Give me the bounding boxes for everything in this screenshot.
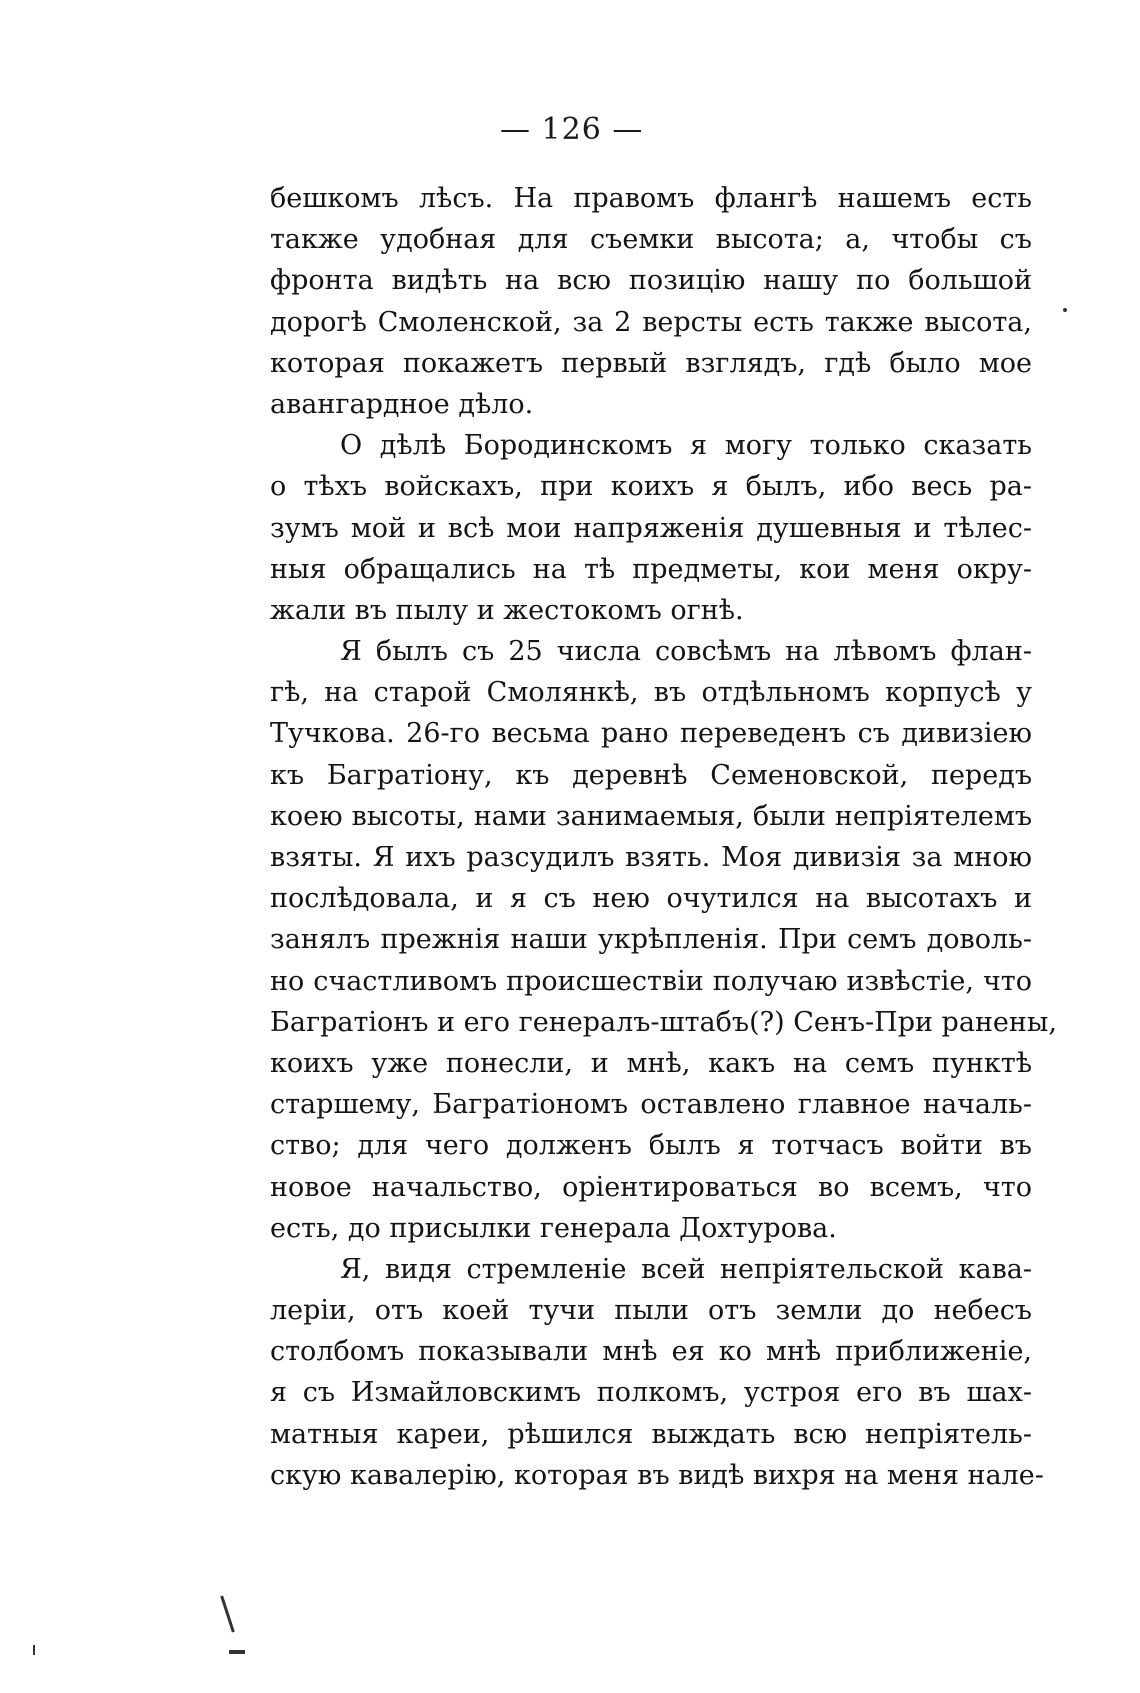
text-line: о тѣхъ войскахъ, при коихъ я былъ, ибо весь ра- — [270, 471, 1032, 503]
text-line: есть, до присылки генерала Дохтурова. — [270, 1212, 837, 1244]
text-line: ныя обращались на тѣ предметы, кои меня окру- — [270, 553, 1032, 585]
text-line: авангардное дѣло. — [270, 388, 534, 420]
text-line: леріи, отъ коей тучи пыли отъ земли до небесъ — [270, 1295, 1032, 1327]
text-line: коею высоты, нами занимаемыя, были непріятелемъ — [270, 800, 1032, 832]
text-line: Багратіонъ и его генералъ-штабъ(?) Сенъ-При ранены, — [270, 1006, 1057, 1038]
text-line: также удобная для съемки высота; а, чтобы съ — [270, 224, 1032, 256]
text-line: столбомъ показывали мнѣ ея ко мнѣ приближеніе, — [270, 1336, 1032, 1368]
text-line: коихъ уже понесли, и мнѣ, какъ на семъ пунктѣ — [270, 1047, 1032, 1079]
text-line: занялъ прежнія наши укрѣпленія. При семъ доволь- — [270, 924, 1032, 956]
text-line: гѣ, на старой Смолянкѣ, въ отдѣльномъ корпусѣ у — [270, 677, 1032, 709]
text-line: бешкомъ лѣсъ. На правомъ флангѣ нашемъ есть — [270, 183, 1032, 214]
body-text — [270, 178, 1057, 1496]
scan-speck — [1063, 308, 1067, 312]
text-line: я съ Измайловскимъ полкомъ, устроя его въ шах- — [270, 1377, 1032, 1409]
text-line: но счастливомъ происшествіи получаю извѣстіе, что — [270, 965, 1032, 997]
text-line: къ Багратіону, къ деревнѣ Семеновской, передъ — [270, 759, 1032, 791]
text-line: матныя кареи, рѣшился выждать всю непріятель- — [270, 1418, 1032, 1450]
text-line: О дѣлѣ Бородинскомъ я могу только сказать — [340, 430, 1032, 462]
page-number: — 126 — — [500, 112, 644, 147]
scan-speck — [229, 1650, 245, 1654]
text-line: новое начальство, оріентироваться во всемъ, что — [270, 1171, 1032, 1203]
text-line: ство; для чего долженъ былъ я тотчасъ войти въ — [270, 1130, 1032, 1162]
text-line: Тучкова. 26-го весьма рано переведенъ съ дивизіею — [270, 718, 1032, 750]
text-line: зумъ мой и всѣ мои напряженія душевныя и тѣлес- — [270, 512, 1032, 544]
scan-speck — [220, 1595, 235, 1632]
text-line: Я, видя стремленіе всей непріятельской кава- — [340, 1253, 1032, 1285]
text-line: старшему, Багратіономъ оставлено главное началь- — [270, 1089, 1032, 1121]
text-line: фронта видѣть на всю позицію нашу по большой — [270, 265, 1032, 297]
text-line: дорогѣ Смоленской, за 2 версты есть также высота, — [270, 306, 1032, 338]
text-line: жали въ пылу и жестокомъ огнѣ. — [270, 594, 744, 626]
text-line: послѣдовала, и я съ нею очутился на высотахъ и — [270, 883, 1032, 915]
text-line: которая покажетъ первый взглядъ, гдѣ было мое — [270, 347, 1032, 379]
text-line: взяты. Я ихъ разсудилъ взять. Моя дивизія за мною — [270, 842, 1032, 873]
text-line: скую кавалерію, которая въ видѣ вихря на меня нале- — [270, 1459, 1044, 1491]
text-line: Я былъ съ 25 числа совсѣмъ на лѣвомъ флан- — [340, 636, 1032, 668]
scan-speck — [33, 1645, 35, 1655]
